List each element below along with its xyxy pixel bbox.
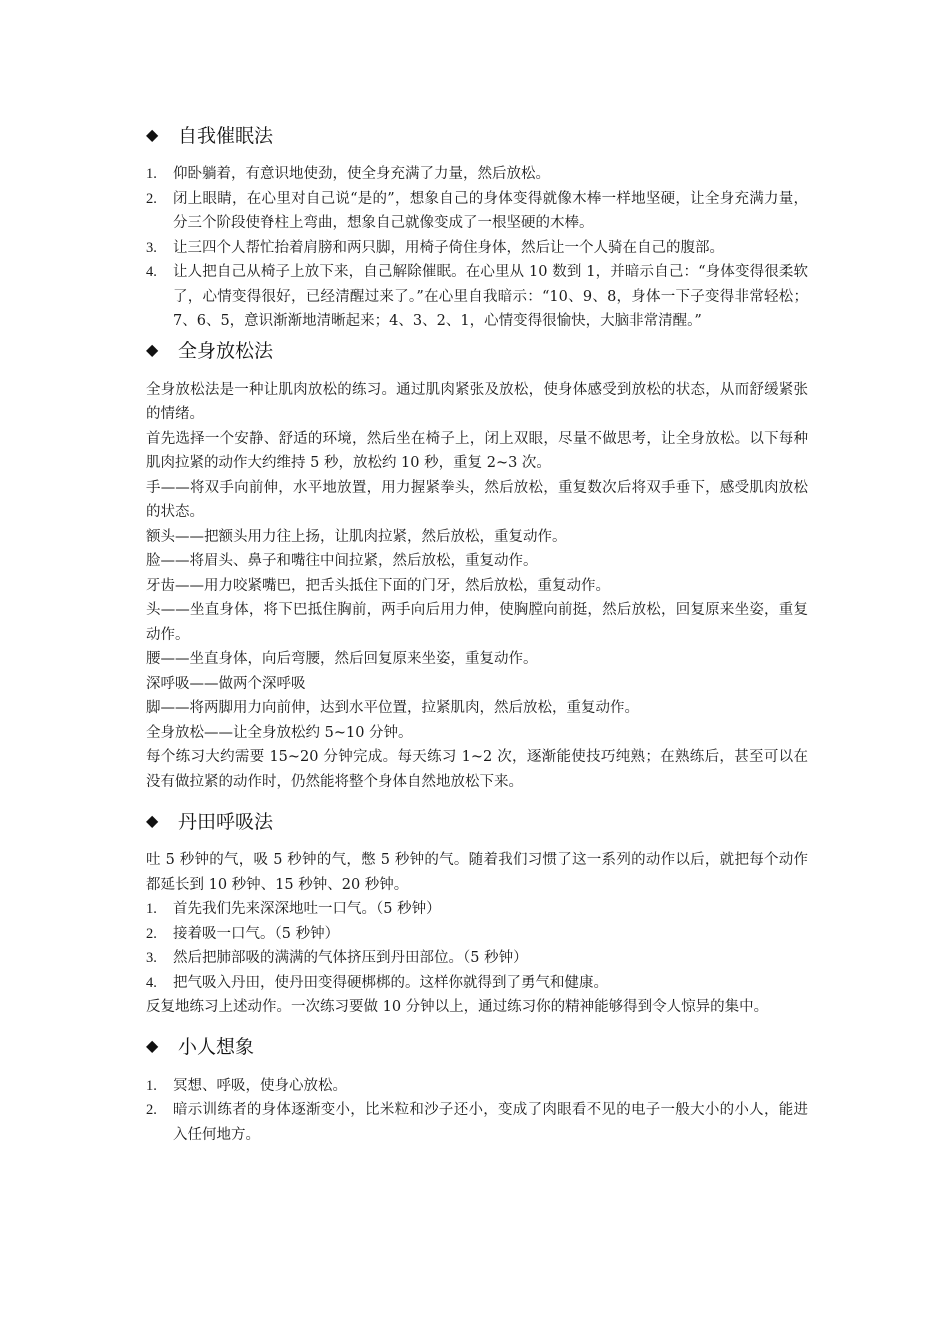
paragraph: 脚——将两脚用力向前伸，达到水平位置，拉紧肌肉，然后放松，重复动作。	[146, 700, 639, 716]
paragraph: 深呼吸——做两个深呼吸	[146, 675, 306, 692]
steps-list	[146, 897, 808, 995]
diamond-bullet-icon: ◆	[146, 810, 159, 830]
paragraph: 牙齿——用力咬紧嘴巴，把舌头抵住下面的门牙，然后放松，重复动作。	[146, 577, 610, 594]
list-number: 4.	[146, 264, 157, 280]
steps-list	[146, 1074, 808, 1148]
list-item	[146, 946, 808, 971]
section-heading	[146, 804, 808, 836]
list-number: 2.	[146, 925, 157, 942]
list-item	[146, 897, 808, 922]
list-item	[146, 971, 808, 996]
list-number: 1.	[146, 901, 157, 917]
list-text: 首先我们先来深深地吐一口气。（5 秒钟）	[173, 901, 441, 917]
paragraph: 腰——坐直身体，向后弯腰，然后回复原来坐姿，重复动作。	[146, 651, 538, 667]
list-number: 4.	[146, 974, 157, 991]
list-text: 接着吸一口气。（5 秒钟）	[173, 925, 340, 942]
list-number: 2.	[146, 190, 157, 207]
list-item	[146, 162, 808, 187]
list-text: 让三四个人帮忙抬着肩膀和两只脚，用椅子倚住身体，然后让一个人骑在自己的腹部。	[173, 239, 724, 256]
diamond-bullet-icon: ◆	[146, 1036, 159, 1055]
list-number: 2.	[146, 1102, 157, 1118]
section-body	[146, 848, 808, 1020]
section-small-person-imagery	[146, 1030, 808, 1148]
section-full-body-relaxation	[146, 334, 808, 795]
section-heading	[146, 334, 808, 366]
outro-paragraph: 反复地练习上述动作。一次练习要做 10 分钟以上，通过练习你的精神能够得到令人惊异的集中。	[146, 999, 769, 1015]
paragraph: 额头——把额头用力往上扬，让肌肉拉紧，然后放松，重复动作。	[146, 528, 567, 545]
list-item	[146, 1074, 808, 1099]
list-item	[146, 922, 808, 947]
list-text: 闭上眼睛，在心里对自己说“是的”，想象自己的身体变得就像木棒一样地坚硬，让全身充满力量，分三个阶段使脊柱上弯曲，想象自己就像变成了一根坚硬的木棒。	[173, 190, 808, 231]
list-item	[146, 1098, 808, 1147]
list-text: 把气吸入丹田，使丹田变得硬梆梆的。这样你就得到了勇气和健康。	[173, 974, 608, 991]
paragraph-group	[146, 378, 808, 795]
paragraph: 头——坐直身体，将下巴抵住胸前，两手向后用力伸，使胸膛向前挺，然后放松，回复原来坐姿，重复动作。	[146, 602, 808, 643]
paragraph: 手——将双手向前伸，水平地放置，用力握紧拳头，然后放松，重复数次后将双手垂下，感受肌肉放松的状态。	[146, 479, 808, 520]
diamond-bullet-icon: ◆	[146, 124, 159, 144]
section-title: 全身放松法	[178, 340, 274, 362]
list-text: 冥想、呼吸，使身心放松。	[173, 1077, 347, 1094]
list-text: 暗示训练者的身体逐渐变小，比米粒和沙子还小，变成了肉眼看不见的电子一般大小的小人，能进入任何地方。	[173, 1102, 808, 1143]
list-number: 1.	[146, 166, 157, 182]
list-number: 1.	[146, 1077, 157, 1094]
paragraph: 每个练习大约需要 15~20 分钟完成。每天练习 1~2 次，逐渐能使技巧纯熟；在熟练后，甚至可以在没有做拉紧的动作时，仍然能将整个身体自然地放松下来。	[146, 749, 808, 790]
list-number: 3.	[146, 239, 157, 256]
paragraph: 全身放松法是一种让肌肉放松的练习。通过肌肉紧张及放松，使身体感受到放松的状态，从而舒缓紧张的情绪。	[146, 381, 808, 422]
document-page	[146, 118, 808, 1147]
list-item	[146, 236, 808, 261]
paragraph: 脸——将眉头、鼻子和嘴往中间拉紧，然后放松，重复动作。	[146, 553, 538, 569]
section-title: 小人想象	[178, 1036, 255, 1058]
diamond-bullet-icon: ◆	[146, 340, 159, 359]
list-item	[146, 260, 808, 334]
list-item	[146, 187, 808, 236]
intro-paragraph: 吐 5 秒钟的气，吸 5 秒钟的气，憋 5 秒钟的气。随着我们习惯了这一系列的动作以后，就把每个动作都延长到 10 秒钟、15 秒钟、20 秒钟。	[146, 852, 808, 893]
steps-list	[146, 162, 808, 334]
section-title: 丹田呼吸法	[178, 810, 274, 833]
paragraph: 首先选择一个安静、舒适的环境，然后坐在椅子上，闭上双眼，尽量不做思考，让全身放松。以下每种肌肉拉紧的动作大约维持 5 秒，放松约 10 秒，重复 2~3 次。	[146, 430, 808, 471]
section-dantian-breathing	[146, 804, 808, 1020]
list-text: 仰卧躺着，有意识地使劲，使全身充满了力量，然后放松。	[173, 166, 550, 182]
section-heading	[146, 118, 808, 150]
section-heading	[146, 1030, 808, 1062]
section-self-hypnosis	[146, 118, 808, 334]
section-title: 自我催眠法	[178, 124, 274, 147]
list-text: 让人把自己从椅子上放下来，自己解除催眠。在心里从 10 数到 1，并暗示自己：“身体变得很柔软了，心情变得很好，已经清醒过来了。”在心里自我暗示：“10、9、8，身体一下子变得非常轻松；7、6、5，意识渐渐地清晰起来；4、3、2、1，心情变得很愉快，大脑非常清醒。”	[173, 264, 808, 329]
paragraph: 全身放松——让全身放松约 5~10 分钟。	[146, 724, 413, 741]
list-number: 3.	[146, 950, 157, 966]
list-text: 然后把肺部吸的满满的气体挤压到丹田部位。（5 秒钟）	[173, 950, 528, 966]
